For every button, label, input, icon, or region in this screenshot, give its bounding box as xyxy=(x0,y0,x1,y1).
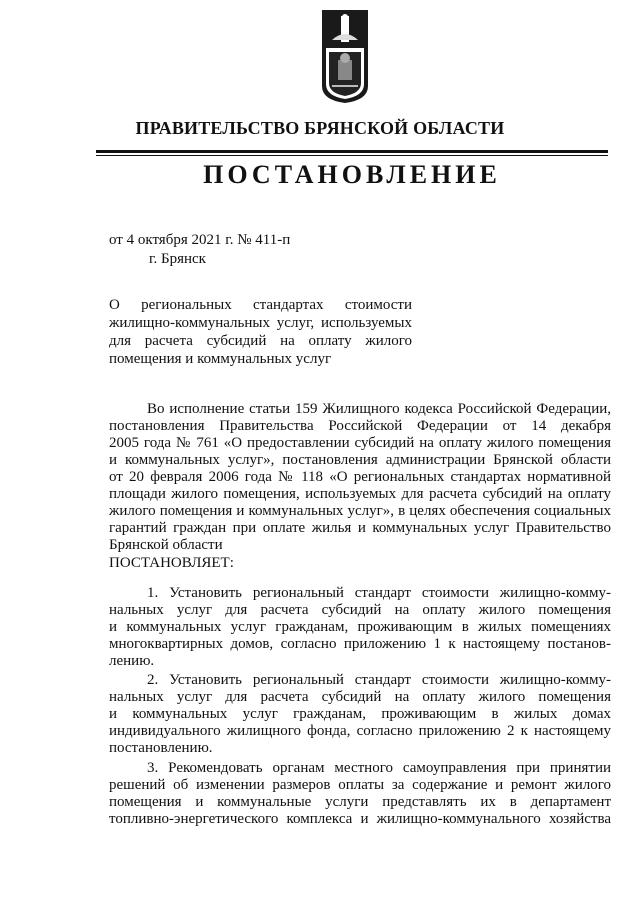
item-1-line: лению. xyxy=(109,653,155,669)
header-rule-thick xyxy=(96,150,608,153)
preamble-line: Во исполнение статьи 159 Жилищного кодекса Российской Федерации, xyxy=(147,401,611,417)
government-title: ПРАВИТЕЛЬСТВО БРЯНСКОЙ ОБЛАСТИ xyxy=(135,118,505,138)
item-2-line: индивидуального жилищного фонда, согласно приложению 2 к настоящему xyxy=(109,723,611,739)
preamble-line: Брянской области xyxy=(109,537,223,553)
item-1-line: многоквартирных домов, согласно приложению 1 к настоящему постанов- xyxy=(109,636,611,652)
preamble-line: жилого помещения и коммунальных услуг», в целях обеспечения социальных xyxy=(109,503,611,519)
resolves-heading: ПОСТАНОВЛЯЕТ: xyxy=(109,555,234,571)
document-date-number: от 4 октября 2021 г. № 411-п xyxy=(109,232,291,248)
subject-line: для расчета субсидий на оплату жилого xyxy=(109,333,412,349)
preamble-line: постановления Правительства Российской Федерации от 14 декабря xyxy=(109,418,611,434)
coat-of-arms-emblem xyxy=(320,8,370,105)
preamble-line: от 20 февраля 2006 года № 118 «О региональных стандартах нормативной xyxy=(109,469,611,485)
item-2-line: постановлению. xyxy=(109,740,213,756)
item-3-line: решений об изменении размеров оплаты за содержание и ремонт жилого xyxy=(109,777,611,793)
item-3-line: 3. Рекомендовать органам местного самоуправления при принятии xyxy=(147,760,611,776)
preamble-line: площади жилого помещения, используемых для расчета субсидий на оплату xyxy=(109,486,611,502)
document-type-title: ПОСТАНОВЛЕНИЕ xyxy=(203,160,501,189)
preamble-line: 2005 года № 761 «О предоставлении субсидий на оплату жилого помещения xyxy=(109,435,611,451)
item-1-line: 1. Установить региональный стандарт стоимости жилищно-комму- xyxy=(147,585,611,601)
item-3-line: помещения и коммунальные услуги представлять их в департамент xyxy=(109,794,611,810)
item-1-line: нальных услуг для расчета субсидий на оплату жилого помещения xyxy=(109,602,611,618)
item-1-line: и коммунальных услуг гражданам, проживающим в жилых помещениях xyxy=(109,619,611,635)
preamble-line: гарантий граждан при оплате жилья и коммунальных услуг Правительство xyxy=(109,520,611,536)
document-city: г. Брянск xyxy=(149,251,206,267)
subject-line: жилищно-коммунальных услуг, используемых xyxy=(109,315,412,331)
item-3-line: топливно-энергетического комплекса и жилищно-коммунального хозяйства xyxy=(109,811,611,827)
item-2-line: нальных услуг для расчета субсидий на оплату жилого помещения xyxy=(109,689,611,705)
subject-line: помещения и коммунальных услуг xyxy=(109,351,332,367)
preamble-line: и коммунальных услуг», постановления администрации Брянской области xyxy=(109,452,611,468)
item-2-line: 2. Установить региональный стандарт стоимости жилищно-комму- xyxy=(147,672,611,688)
subject-line: О региональных стандартах стоимости xyxy=(109,297,412,313)
header-rule-thin xyxy=(96,155,608,156)
item-2-line: и коммунальных услуг гражданам, проживающим в жилых домах xyxy=(109,706,611,722)
